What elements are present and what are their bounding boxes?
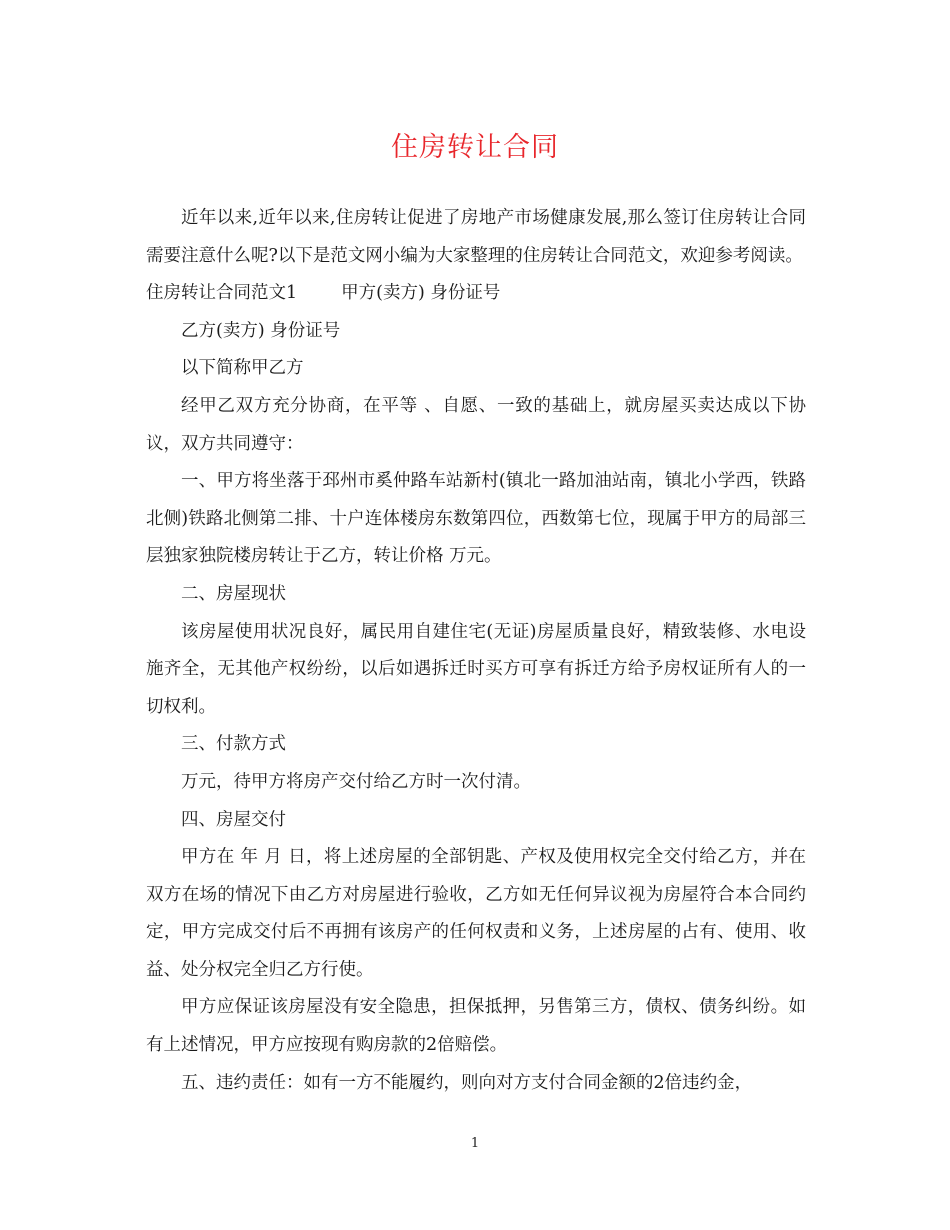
sample-heading-line: [146, 275, 806, 313]
party-b-line: 乙方(卖方) 身份证号: [181, 320, 341, 341]
clause-2-heading: 二、房屋现状: [181, 583, 286, 604]
party-a-line: 甲方(卖方) 身份证号: [341, 283, 501, 304]
page-number: 1: [470, 1136, 480, 1151]
clause-3-heading: 三、付款方式: [181, 734, 286, 755]
parties-abbrev: 以下简称甲乙方: [181, 358, 304, 379]
clause-4-body: 甲方在 年 月 日，将上述房屋的全部钥匙、产权及使用权完全交付给乙方，并在双方在场的情况下由乙方对房屋进行验收，乙方如无任何异议视为房屋符合本合同约定，甲方完成交付后不再拥有该房产的任何权责和义务，上述房屋的占有、使用、收益、处分权完全归乙方行使。: [146, 847, 806, 980]
agreement-preamble: 经甲乙双方充分协商，在平等 、自愿、一致的基础上，就房屋买卖达成以下协议，双方共同遵守：: [146, 395, 806, 454]
clause-2-body: 该房屋使用状况良好，属民用自建住宅(无证)房屋质量良好，精致装修、水电设施齐全，无其他产权纷纷，以后如遇拆迁时买方可享有拆迁方给予房权证所有人的一切权利。: [146, 621, 806, 717]
clause-1: 一、甲方将坐落于邳州市奚仲路车站新村(镇北一路加油站南，镇北小学西，铁路北侧)铁路北侧第二排、十户连体楼房东数第四位，西数第七位，现属于甲方的局部三层独家独院楼房转让于乙方，转让价格 万元。: [146, 471, 806, 567]
intro-paragraph: 近年以来,近年以来,住房转让促进了房地产市场健康发展,那么签订住房转让合同需要注意什么呢?以下是范文网小编为大家整理的住房转让合同范文，欢迎参考阅读。: [146, 208, 806, 266]
document-title: 住房转让合同: [391, 132, 559, 163]
document-body: [146, 200, 806, 1102]
clause-5: 五、违约责任：如有一方不能履约，则向对方支付合同金额的2倍违约金，: [181, 1072, 753, 1093]
clause-3-body: 万元，待甲方将房产交付给乙方时一次付清。: [181, 771, 531, 792]
sample-heading: 住房转让合同范文1: [146, 283, 298, 304]
clause-4-heading: 四、房屋交付: [181, 809, 286, 830]
clause-4-guarantee: 甲方应保证该房屋没有安全隐患，担保抵押，另售第三方，债权、债务纠纷。如有上述情况，甲方应按现有购房款的2倍赔偿。: [146, 997, 806, 1056]
